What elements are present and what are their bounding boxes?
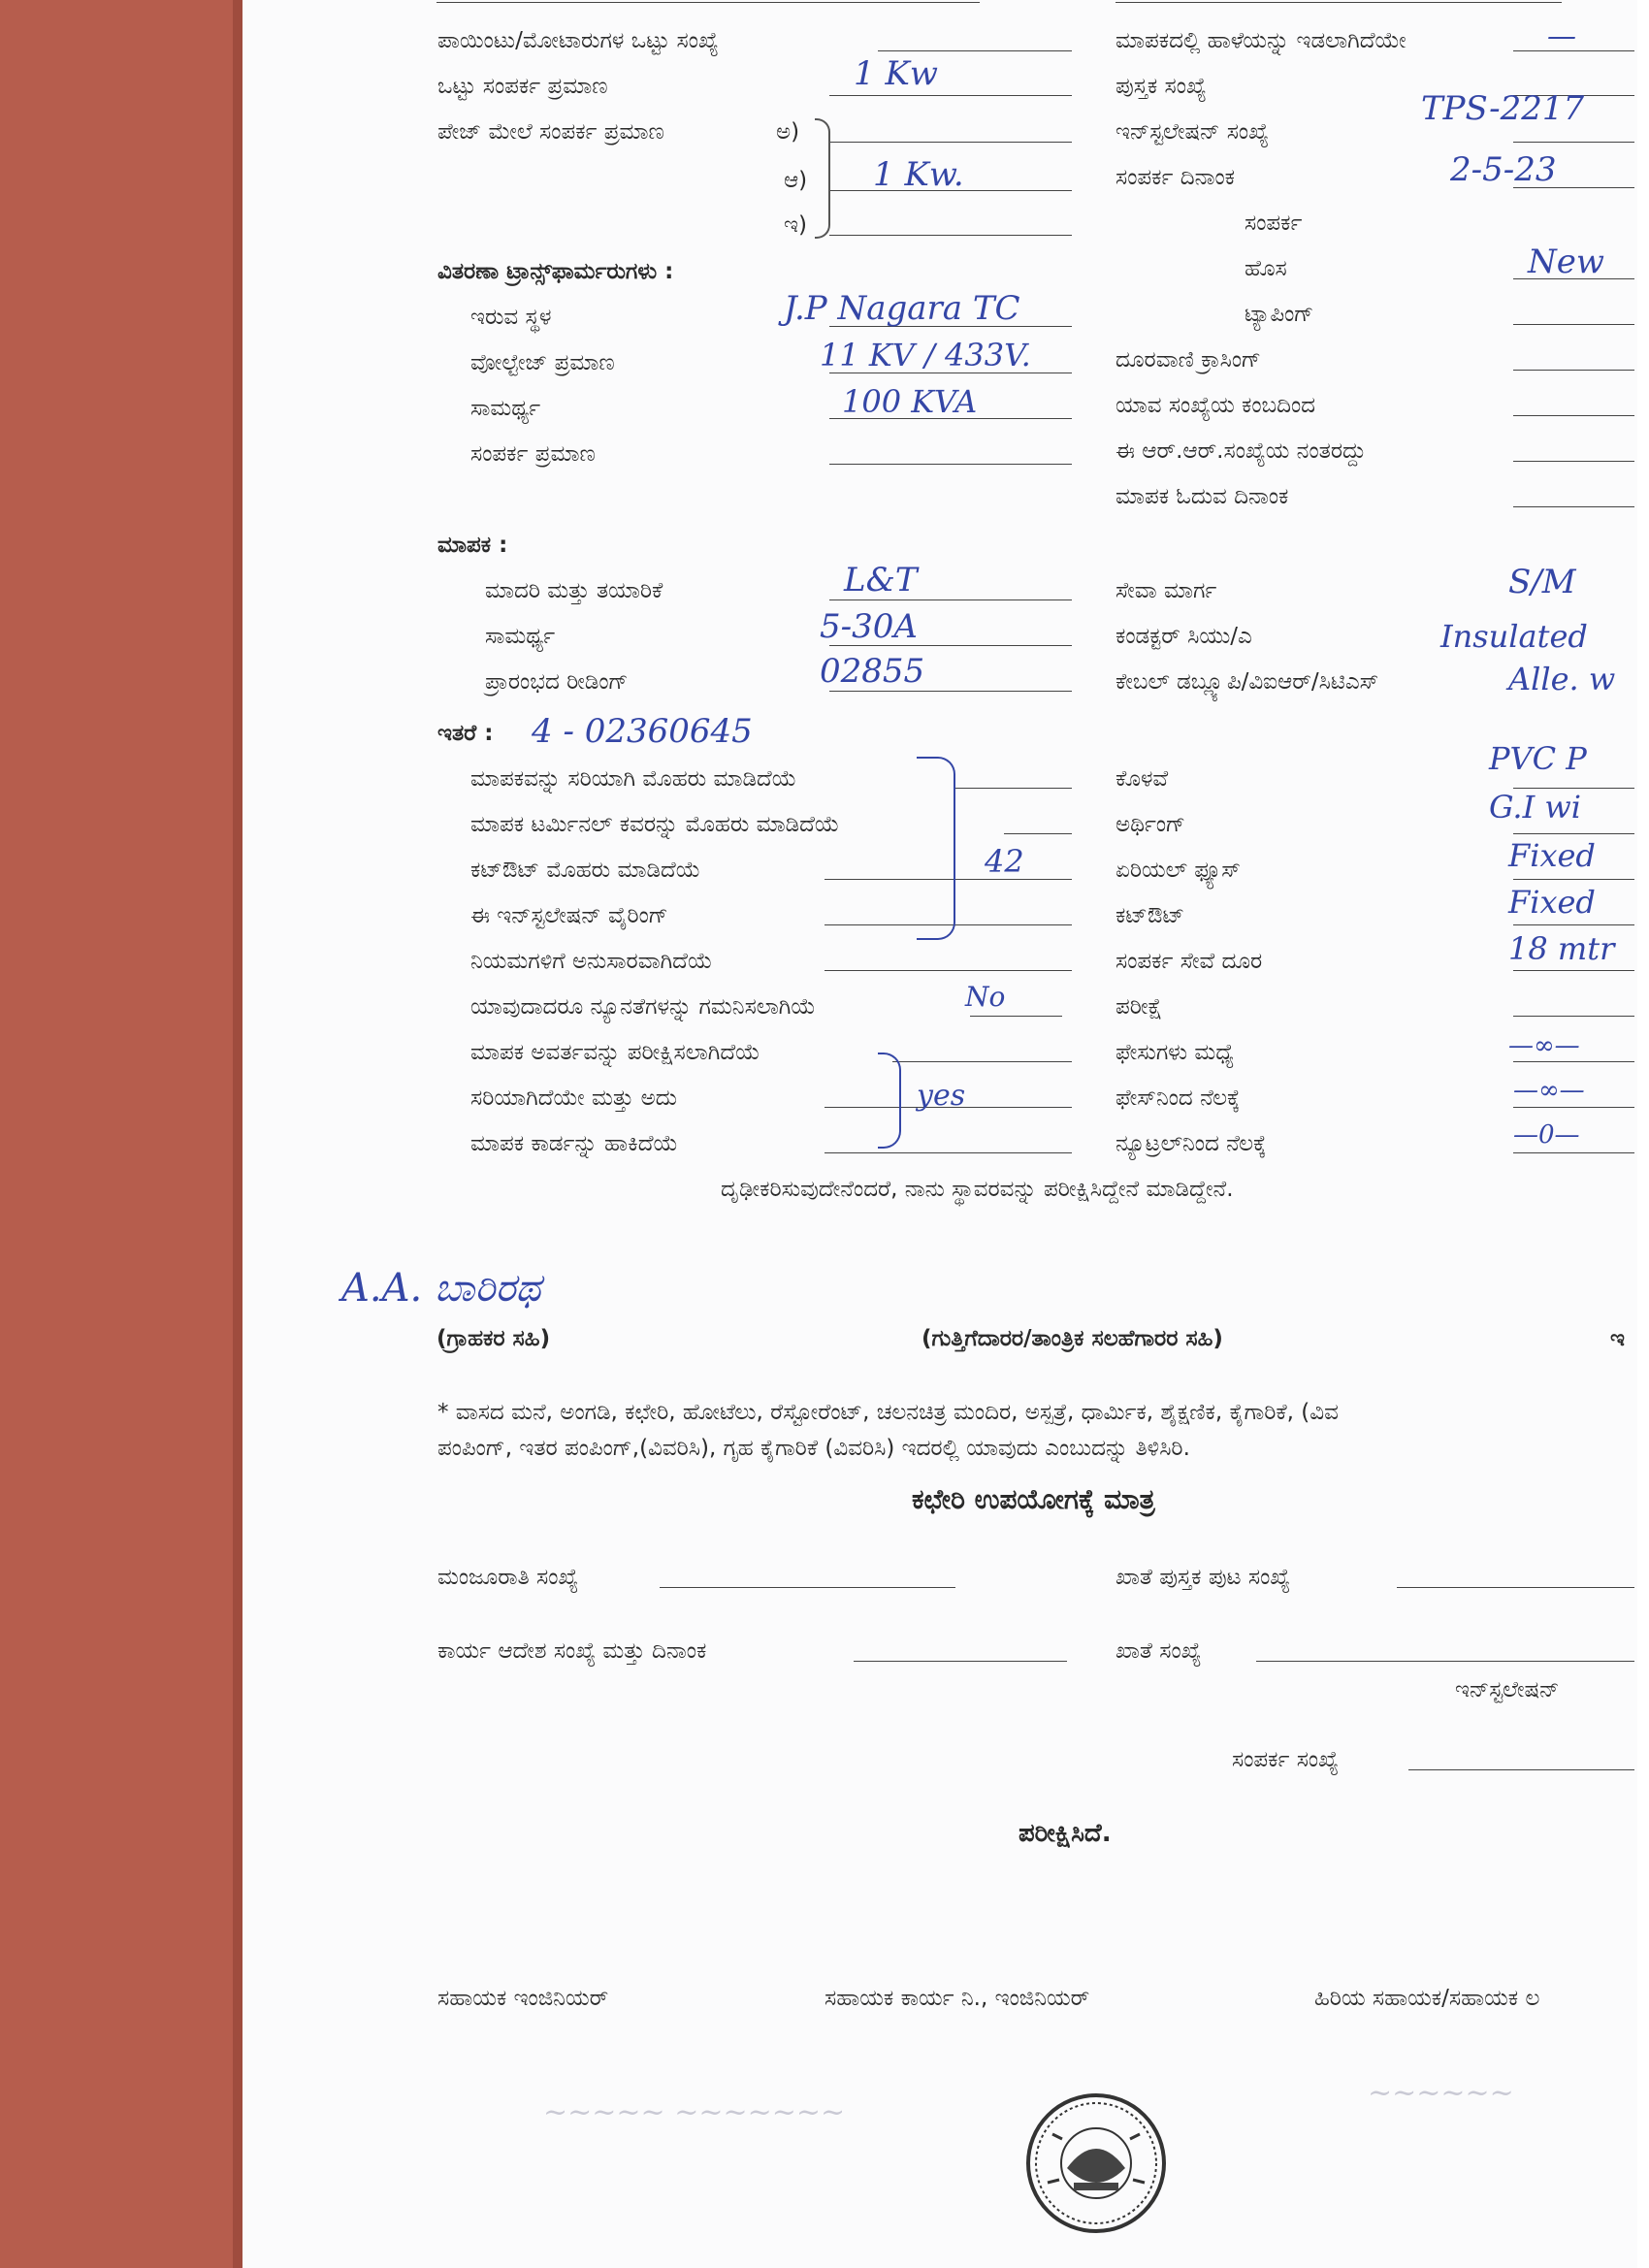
field-make[interactable] xyxy=(829,599,1072,600)
label-meter-board: ಮಾಪಕದಲ್ಲಿ ಹಾಳೆಯನ್ನು ಇಡಲಾಗಿದೆಯೇ xyxy=(1116,28,1406,53)
field-rr-cancel[interactable] xyxy=(1513,461,1634,462)
faded-stamp-right: ~~~~~~ xyxy=(1368,2076,1514,2110)
hw-brace-seal xyxy=(917,757,955,940)
field-total-load[interactable] xyxy=(829,95,1072,96)
label-service-route: ಸೇವಾ ಮಾರ್ಗ xyxy=(1116,578,1217,603)
label-work-order: ಕಾರ್ಯ ಆದೇಶ ಸಂಖ್ಯೆ ಮತ್ತು ದಿನಾಂಕ xyxy=(437,1638,707,1664)
hw-conductor: Insulated xyxy=(1440,618,1588,655)
red-binding-strip xyxy=(0,0,242,2268)
label-meter-rotation: ಮಾಪಕ ಅವರ್ತವನ್ನು ಪರೀಕ್ಷಿಸಲಾಗಿದೆಯೆ xyxy=(470,1040,760,1065)
label-make: ಮಾದರಿ ಮತ್ತು ತಯಾರಿಕೆ xyxy=(485,578,663,603)
hw-initial-reading: 02855 xyxy=(820,652,925,691)
label-meter-card: ಮಾಪಕ ಕಾರ್ಡನ್ನು ಹಾಕಿದೆಯೆ xyxy=(470,1131,679,1156)
phase-brace xyxy=(815,118,830,239)
hw-meter-capacity: 5-30A xyxy=(820,607,918,646)
label-conn-load: ಸಂಪರ್ಕ ಪ್ರಮಾಣ xyxy=(470,441,596,467)
label-rr-cancel: ಈ ಆರ್.ಆರ್.ಸಂಖ್ಯೆಯ ನಂತರದ್ದು xyxy=(1116,438,1367,464)
label-wiring: ಈ ಇನ್‌ಸ್ಟಲೇಷನ್ ವೈರಿಂಗ್ xyxy=(470,903,668,928)
label-defects: ಯಾವುದಾದರೂ ನ್ಯೂನತೆಗಳನ್ನು ಗಮನಿಸಲಾಗಿಯೆ xyxy=(470,994,816,1020)
label-conductor: ಕಂಡಕ್ಟರ್ ಸಿಯು/ಎ xyxy=(1116,624,1252,649)
transformers-heading: ವಿತರಣಾ ಟ್ರಾನ್ಸ್‌ಫಾರ್ಮರುಗಳು : xyxy=(437,259,674,284)
top-rule xyxy=(1116,2,1562,3)
label-location: ಇರುವ ಸ್ಥಳ xyxy=(470,305,552,330)
top-rule xyxy=(436,2,980,3)
field-cutout[interactable] xyxy=(1513,924,1634,925)
label-new: ಹೊಸ xyxy=(1245,256,1287,281)
field-aerial-fuse[interactable] xyxy=(1513,879,1634,880)
hw-cutout: Fixed xyxy=(1508,884,1596,921)
declaration-text: ದೃಢೀಕರಿಸುವುದೇನೆಂದರೆ, ನಾನು ಸ್ಥಾವರವನ್ನು ಪರೀಕ್ಷಿಸಿದ್ದೇನೆ ಮಾಡಿದ್ದೇನೆ. xyxy=(721,1177,1234,1202)
label-ledger-page: ಖಾತೆ ಪುಸ್ತಕ ಪುಟ ಸಂಖ್ಯೆ xyxy=(1116,1565,1291,1590)
label-rules: ನಿಯಮಗಳಿಗೆ ಅನುಸಾರವಾಗಿದೆಯೆ xyxy=(470,949,713,974)
label-meter-capacity: ಸಾಮರ್ಥ್ಯ xyxy=(485,624,556,649)
field-ledger-page[interactable] xyxy=(1397,1587,1634,1588)
footnote-line2: ಪಂಪಿಂಗ್, ಇತರ ಪಂಪಿಂಗ್,(ವಿವರಿಸಿ), ಗೃಹ ಕೈಗಾರಿಕೆ (ವಿವರಿಸಿ) ಇದರಲ್ಲಿ ಯಾವುದು ಎಂಬುದನ್ನು ತಿಳಿಸಿರಿ. xyxy=(437,1436,1190,1461)
label-terminal-sealed: ಮಾಪಕ ಟರ್ಮಿನಲ್ ಕವರನ್ನು ಮೊಹರು ಮಾಡಿದೆಯೆ xyxy=(470,812,840,837)
label-reading-date: ಮಾಪಕ ಓದುವ ದಿನಾಂಕ xyxy=(1116,484,1289,509)
label-book-no: ಪುಸ್ತಕ ಸಂಖ್ಯೆ xyxy=(1116,74,1207,99)
field-pole-no[interactable] xyxy=(1513,415,1634,416)
label-correct: ಸರಿಯಾಗಿದೆಯೇ ಮತ್ತು ಅದು xyxy=(470,1085,677,1111)
label-pipe: ಕೊಳವೆ xyxy=(1116,766,1169,792)
field-connection-no[interactable] xyxy=(1408,1769,1634,1770)
hw-make: L&T xyxy=(844,561,918,599)
office-use-heading: ಕಛೇರಿ ಉಪಯೋಗಕ್ಕೆ ಮಾತ್ರ xyxy=(912,1483,1155,1515)
field-test[interactable] xyxy=(1513,1016,1634,1017)
field-tapping[interactable] xyxy=(1513,324,1634,325)
assistant-engineer: ಸಹಾಯಕ ಇಂಜಿನಿಯರ್ xyxy=(437,1986,609,2011)
field-initial-reading[interactable] xyxy=(829,691,1072,692)
hw-meter-number: 4 - 02360645 xyxy=(532,712,753,751)
field-terminal-sealed[interactable] xyxy=(1004,833,1072,834)
field-service-distance[interactable] xyxy=(1513,970,1634,971)
hw-ir-phases: —∞— xyxy=(1508,1031,1580,1060)
hw-location: J.P Nagara TC xyxy=(784,289,1020,328)
field-installation-no[interactable] xyxy=(1513,142,1634,143)
label-phase-c: ಇ) xyxy=(784,212,807,238)
label-voltage: ವೋಲ್ಟೇಜ್ ಪ್ರಮಾಣ xyxy=(470,350,615,375)
label-cable: ಕೇಬಲ್ ಡಬ್ಲ್ಯೂಪಿ/ವಿಐಆರ್/ಸಿಟಿಎಸ್ xyxy=(1116,669,1379,695)
field-work-order[interactable] xyxy=(854,1661,1067,1662)
label-test: ಪರೀಕ್ಷೆ xyxy=(1116,994,1163,1020)
label-phase-earth: ಫೇಸ್‌ನಿಂದ ನೆಲಕ್ಕೆ xyxy=(1116,1085,1241,1111)
label-initial-reading: ಪ್ರಾರಂಭದ ರೀಡಿಂಗ್ xyxy=(485,669,629,695)
assistant-executive-engineer: ಸಹಾಯಕ ಕಾರ್ಯ ನಿ., ಇಂಜಿನಿಯರ್ xyxy=(824,1986,1090,2011)
hw-meter-board: — xyxy=(1547,19,1576,53)
label-capacity: ಸಾಮರ್ಥ್ಯ xyxy=(470,396,541,421)
hw-brace-yes xyxy=(878,1053,901,1149)
hw-ir-neutral-earth: —0— xyxy=(1513,1120,1580,1150)
label-account-no: ಖಾತೆ ಸಂಖ್ಯೆ xyxy=(1116,1638,1202,1664)
field-sanction-no[interactable] xyxy=(660,1587,955,1588)
field-phase-c[interactable] xyxy=(829,235,1072,236)
hw-customer-signature: A.A. ಬಾರಿರಥ xyxy=(341,1266,541,1311)
hw-yes: yes xyxy=(917,1079,966,1113)
hw-installation-no: TPS-2217 xyxy=(1421,89,1585,128)
label-phase-b: ಆ) xyxy=(784,168,808,193)
label-earthing: ಅರ್ಥಿಂಗ್ xyxy=(1116,812,1186,837)
hw-conn-date: 2-5-23 xyxy=(1450,150,1557,189)
others-heading: ಇತರೆ : xyxy=(437,721,494,746)
label-conn-date: ಸಂಪರ್ಕ ದಿನಾಂಕ xyxy=(1116,165,1236,190)
label-cutout-sealed: ಕಟ್‌ಔಟ್ ಮೊಹರು ಮಾಡಿದೆಯೆ xyxy=(470,858,701,883)
label-cutout: ಕಟ್‌ಔಟ್ xyxy=(1116,903,1185,928)
label-pole-no: ಯಾವ ಸಂಖ್ಯೆಯ ಕಂಬದಿಂದ xyxy=(1116,393,1316,418)
field-meter-sealed[interactable] xyxy=(955,788,1072,789)
meter-heading: ಮಾಪಕ : xyxy=(437,533,508,558)
label-neutral-earth: ನ್ಯೂಟ್ರಲ್‌ನಿಂದ ನೆಲಕ್ಕೆ xyxy=(1116,1131,1267,1156)
senior-assistant: ಹಿರಿಯ ಸಹಾಯಕ/ಸಹಾಯಕ ಲ xyxy=(1314,1986,1540,2011)
signature-label-cut: ಇ xyxy=(1610,1326,1625,1351)
hw-voltage: 11 KV / 433V. xyxy=(820,337,1031,373)
label-connection: ಸಂಪರ್ಕ xyxy=(1245,211,1303,236)
field-phase-a[interactable] xyxy=(829,142,1072,143)
label-meter-sealed: ಮಾಪಕವನ್ನು ಸರಿಯಾಗಿ ಮೊಹರು ಮಾಡಿದೆಯೆ xyxy=(470,766,797,792)
field-conn-load[interactable] xyxy=(829,464,1072,465)
field-earthing[interactable] xyxy=(1513,833,1634,834)
hw-ir-phase-earth: —∞— xyxy=(1513,1076,1585,1105)
label-phase-load: ಪೇಜ್ ಮೇಲೆ ಸಂಪರ್ಕ ಪ್ರಮಾಣ xyxy=(437,119,664,145)
field-rules[interactable] xyxy=(824,970,1072,971)
hw-earthing: G.I wi xyxy=(1489,789,1582,826)
hw-total-load: 1 Kw xyxy=(854,54,938,93)
hw-aerial-fuse: Fixed xyxy=(1508,837,1596,874)
label-service-distance: ಸಂಪರ್ಕ ಸೇವೆ ದೂರ xyxy=(1116,949,1263,974)
hw-seal-initials: 42 xyxy=(985,843,1024,880)
hw-service-route: S/M xyxy=(1508,563,1576,601)
label-between-phases: ಫೇಸುಗಳು ಮಧ್ಯೆ xyxy=(1116,1040,1235,1065)
field-total-points[interactable] xyxy=(878,50,1072,51)
hw-service-distance: 18 mtr xyxy=(1508,930,1615,967)
hw-capacity: 100 KVA xyxy=(842,383,978,420)
page-edge xyxy=(1637,0,1649,2268)
label-phase-a: ಅ) xyxy=(776,119,800,145)
contractor-signature-label: (ಗುತ್ತಿಗೆದಾರರ/ತಾಂತ್ರಿಕ ಸಲಹೆಗಾರರ ಸಹಿ) xyxy=(922,1326,1223,1351)
hw-defects: No xyxy=(965,981,1006,1013)
label-connection-no: ಸಂಪರ್ಕ ಸಂಖ್ಯೆ xyxy=(1232,1747,1339,1772)
checked-label: ಪರೀಕ್ಷಿಸಿದೆ. xyxy=(1018,1819,1112,1848)
label-phone-crossing: ದೂರವಾಣಿ ಕ್ರಾಸಿಂಗ್ xyxy=(1116,347,1261,373)
field-meter-card[interactable] xyxy=(824,1152,1072,1153)
label-total-points: ಪಾಯಿಂಟು/ಮೋಟಾರುಗಳ ಒಟ್ಟು ಸಂಖ್ಯೆ xyxy=(437,28,719,53)
field-phone-crossing[interactable] xyxy=(1513,370,1634,371)
label-total-load: ಒಟ್ಟು ಸಂಪರ್ಕ ಪ್ರಮಾಣ xyxy=(437,74,608,99)
hw-cable: Alle. w xyxy=(1508,661,1616,697)
hw-pipe: PVC P xyxy=(1489,740,1587,777)
label-aerial-fuse: ಏರಿಯಲ್ ಫ್ಯೂಸ್ xyxy=(1116,858,1241,883)
footnote-line1: * ವಾಸದ ಮನೆ, ಅಂಗಡಿ, ಕಛೇರಿ, ಹೋಟೆಲು, ರೆಸ್ಟೋರೆಂಟ್, ಚಲನಚಿತ್ರ ಮಂದಿರ, ಅಸ್ಪತ್ರೆ, ಧಾರ್ಮಿಕ, ಶೈಕ್ಷಣಿಕ, ಕೈಗಾರಿಕೆ, (ವಿವ xyxy=(437,1400,1339,1425)
official-seal-icon xyxy=(1023,2090,1169,2236)
faded-stamp-left: ~~~~~ ~~~~~~~ xyxy=(543,2095,846,2129)
field-meter-rotation[interactable] xyxy=(892,1061,1072,1062)
label-tapping: ಟ್ಯಾಪಿಂಗ್ xyxy=(1245,302,1314,327)
field-account-no[interactable] xyxy=(1256,1661,1634,1662)
label-installation-no: ಇನ್‌ಸ್ಟಲೇಷನ್ ಸಂಖ್ಯೆ xyxy=(1116,119,1269,145)
customer-signature-label: (ಗ್ರಾಹಕರ ಸಹಿ) xyxy=(436,1326,551,1351)
hw-phase-b: 1 Kw. xyxy=(873,155,964,194)
label-installation: ಇನ್‌ಸ್ಟಲೇಷನ್ xyxy=(1455,1677,1560,1702)
label-sanction-no: ಮಂಜೂರಾತಿ ಸಂಖ್ಯೆ xyxy=(437,1565,579,1590)
field-reading-date[interactable] xyxy=(1513,506,1634,507)
hw-new: New xyxy=(1528,243,1604,281)
